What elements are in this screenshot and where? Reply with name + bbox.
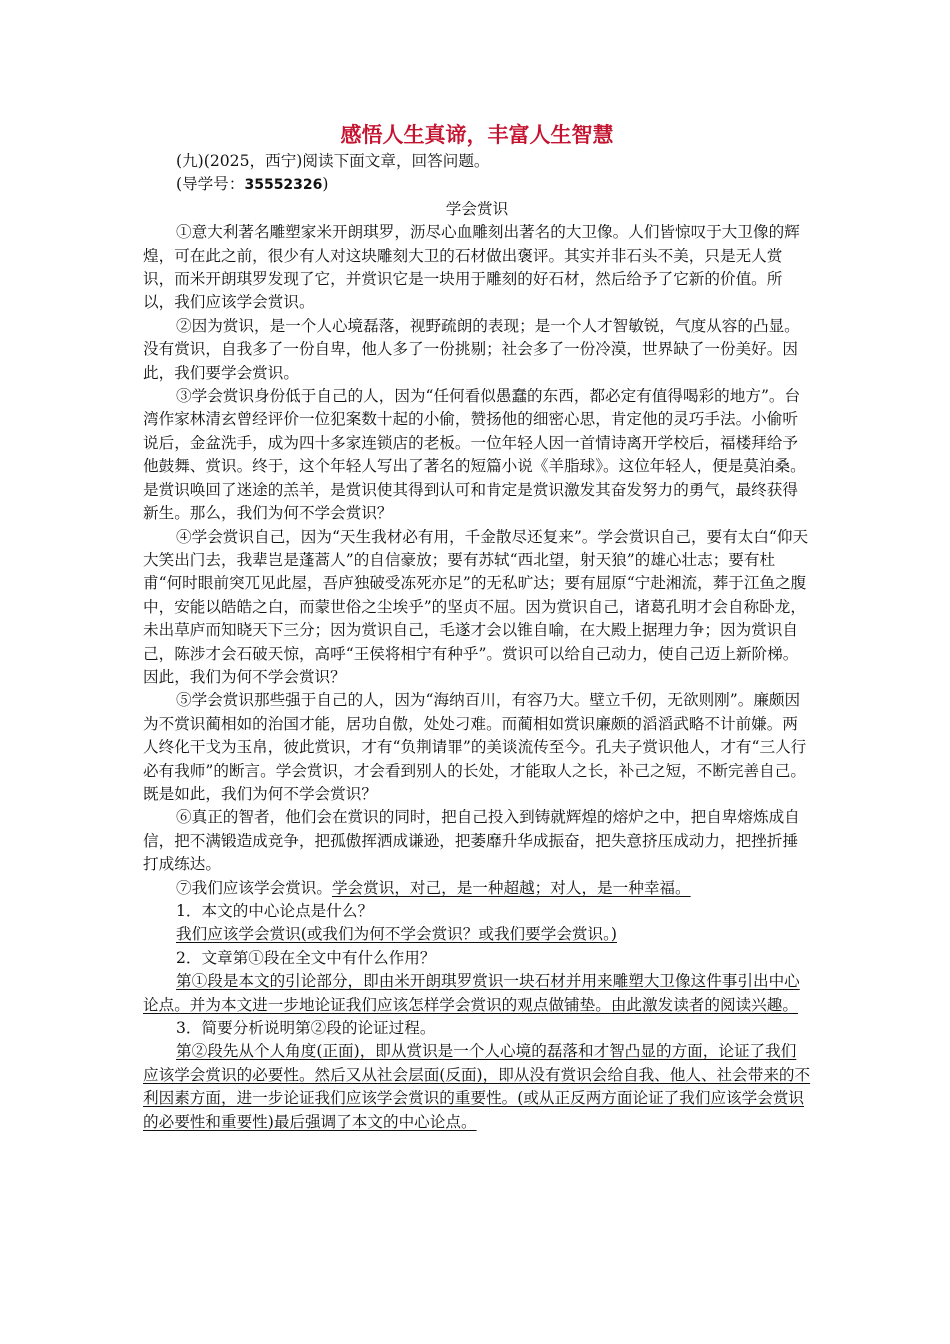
essay-paragraph-2: ②因为赏识，是一个人心境磊落，视野疏朗的表现；是一个人才智敏锐，气度从容的凸显。没有赏识，自我多了一份自卑，他人多了一份挑剔；社会多了一份冷漠，世界缺了一份美好。因此，我们要学会赏识。 (143, 316, 800, 382)
paragraph-7-underlined: 学会赏识，对己，是一种超越；对人，是一种幸福。 (331, 878, 691, 897)
essay-paragraph-6: ⑥真正的智者，他们会在赏识的同时，把自己投入到铸就辉煌的熔炉之中，把自卑熔炼成自信，把不满锻造成竞争，把孤傲挥洒成谦逊，把萎靡升华成振奋，把失意挤压成动力，把挫折捶打成练达。 (143, 808, 800, 874)
answer-1-text: 我们应该学会赏识(或我们为何不学会赏识？或我们要学会赏识。) (176, 925, 617, 944)
answer-3-text: 第②段先从个人角度(正面)，即从赏识是一个人心境的磊落和才智凸显的方面，论证了我们应该学会赏识的必要性。然后又从社会层面(反面)，即从没有赏识会给自我、他人、社会带来的不利因素方面，进一步论证我们应该学会赏识的重要性。(或从正反两方面论证了我们应该学会赏识的必要性和重要性)最后强调了本文的中心论点。 (143, 1042, 811, 1131)
page-title: 感悟人生真谛，丰富人生智慧 (340, 122, 614, 147)
answer-2 (143, 970, 811, 1017)
answer-2-text: 第①段是本文的引论部分，即由米开朗琪罗赏识一块石材并用来雕塑大卫像这件事引出中心论点。并为本文进一步地论证我们应该怎样学会赏识的观点做铺垫。由此激发读者的阅读兴趣。 (143, 972, 800, 1014)
answer-1 (143, 923, 811, 946)
question-1: 1．本文的中心论点是什么？ (176, 902, 374, 920)
essay-paragraph-1: ①意大利著名雕塑家米开朗琪罗，沥尽心血雕刻出著名的大卫像。人们皆惊叹于大卫像的辉煌，可在此之前，很少有人对这块雕刻大卫的石材做出褒评。其实并非石头不美，只是无人赏识，而米开朗琪罗发现了它，并赏识它是一块用于雕刻的好石材，然后给予了它新的价值。所以，我们应该学会赏识。 (143, 223, 800, 312)
essay-paragraph-7 (143, 877, 811, 900)
guide-close: ) (322, 175, 329, 194)
question-3: 3．简要分析说明第②段的论证过程。 (176, 1019, 436, 1038)
essay-paragraph-3: ③学会赏识身份低于自己的人，因为“任何看似愚蠢的东西，都必定有值得喝彩的地方”。台湾作家林清玄曾经评价一位犯案数十起的小偷，赞扬他的细密心思，肯定他的灵巧手法。小偷听说后，金盆洗手，成为四十多家连锁店的老板。一位年轻人因一首情诗离开学校后，福楼拜给予他鼓舞、赏识。终于，这个年轻人写出了著名的短篇小说《羊脂球》。这位年轻人，便是莫泊桑。是赏识唤回了迷途的羔羊，是赏识使其得到认可和肯定是赏识激发其奋发努力的勇气，最终获得新生。那么，我们为何不学会赏识？ (143, 387, 806, 523)
guide-number: 35552326 (244, 177, 323, 194)
essay-paragraph-5: ⑤学会赏识那些强于自己的人，因为“海纳百川，有容乃大。壁立千仞，无欲则刚”。廉颇因为不赏识蔺相如的治国才能，居功自傲，处处刁难。而蔺相如赏识廉颇的滔滔武略不计前嫌。两人终化干戈为玉帛，彼此赏识，才有“负荆请罪”的美谈流传至今。孔夫子赏识他人，才有“三人行必有我师”的断言。学会赏识，才会看到别人的长处，才能取人之长，补己之短，不断完善自己。既是如此，我们为何不学会赏识？ (143, 691, 807, 803)
guide-label: (导学号： (176, 175, 245, 194)
paragraph-7-prefix: ⑦我们应该学会赏识。 (176, 878, 332, 897)
essay-title: 学会赏识 (445, 199, 509, 218)
guide-number-line (143, 173, 811, 197)
document-content (143, 120, 811, 1134)
source-line: (九)(2025，西宁)阅读下面文章，回答问题。 (176, 152, 490, 170)
question-2: 2．文章第①段在全文中有什么作用？ (176, 948, 436, 967)
answer-3 (143, 1040, 811, 1134)
essay-paragraph-4: ④学会赏识自己，因为“天生我材必有用，千金散尽还复来”。学会赏识自己，要有太白“仰天大笑出门去，我辈岂是蓬蒿人”的自信豪放；要有苏轼“西北望，射天狼”的雄心壮志；要有杜甫“何时眼前突兀见此屋，吾庐独破受冻死亦足”的无私旷达；要有屈原“宁赴湘流，葬于江鱼之腹中，安能以皓皓之白，而蒙世俗之尘埃乎”的坚贞不屈。因为赏识自己，诸葛孔明才会自称卧龙，未出草庐而知晓天下三分；因为赏识自己，毛遂才会以锥自喻，在大殿上据理力争；因为赏识自己，陈涉才会石破天惊，高呼“王侯将相宁有种乎”。赏识可以给自己动力，使自己迈上新阶梯。因此，我们为何不学会赏识？ (143, 527, 809, 686)
